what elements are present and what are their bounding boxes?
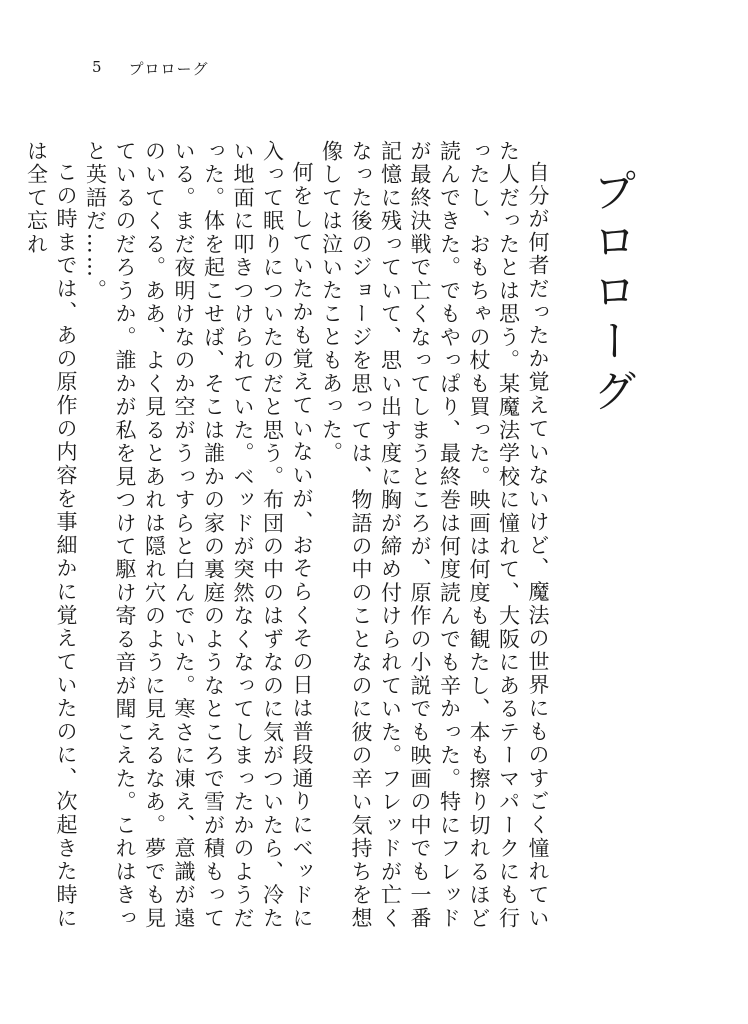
paragraph-1: 自分が何者だったか覚えていないけど、魔法の世界にものすごく憧れていた人だったとは思う。某魔法学校に憧れて、大阪にあるテーマパークにも行ったし、おもちゃの杖も買った。映画は何度も観たし、本も擦り切れるほど読んできた。でもやっぱり、最終巻は何度読んでも辛かった。特にフレッドが最終決戦で亡くなってしまうところが、原作の小説でも映画の中でも一番記憶に残っていて、思い出す度に胸が締め付けられていた。フレッドが亡くなった後のジョージを思っては、物語の中のことなのに彼の辛い気持ちを想像しては泣いたこともあった。 [319, 140, 550, 930]
paragraph-3: この時までは、あの原作の内容を事細かに覚えていたのに、次起きた時には全て忘れ [24, 140, 78, 930]
running-header [92, 58, 209, 79]
running-title: プロローグ [128, 60, 209, 78]
paragraph-2: 何をしていたかも覚えていないが、おそらくその日は普段通りにベッドに入って眠りについたのだと思う。布団の中のはずなのに気がついたら、冷たい地面に叩きつけられていた。ベッドが突然なくなってしまったかのようだった。体を起こせば、そこは誰かの家の裏庭のようなところで雪が積もっている。まだ夜明けなのか空がうっすらと白んでいた。寒さに凍え、意識が遠のいてくる。ああ、よく見るとあれは隠れ穴のように見えるなあ。夢でも見ているのだろうか。誰かが私を見つけて駆け寄る音が聞こえた。これはきっと英語だ……。 [83, 140, 314, 930]
chapter-title: プロローグ [585, 168, 636, 418]
page-number: 5 [92, 58, 103, 76]
body-text [21, 140, 552, 930]
